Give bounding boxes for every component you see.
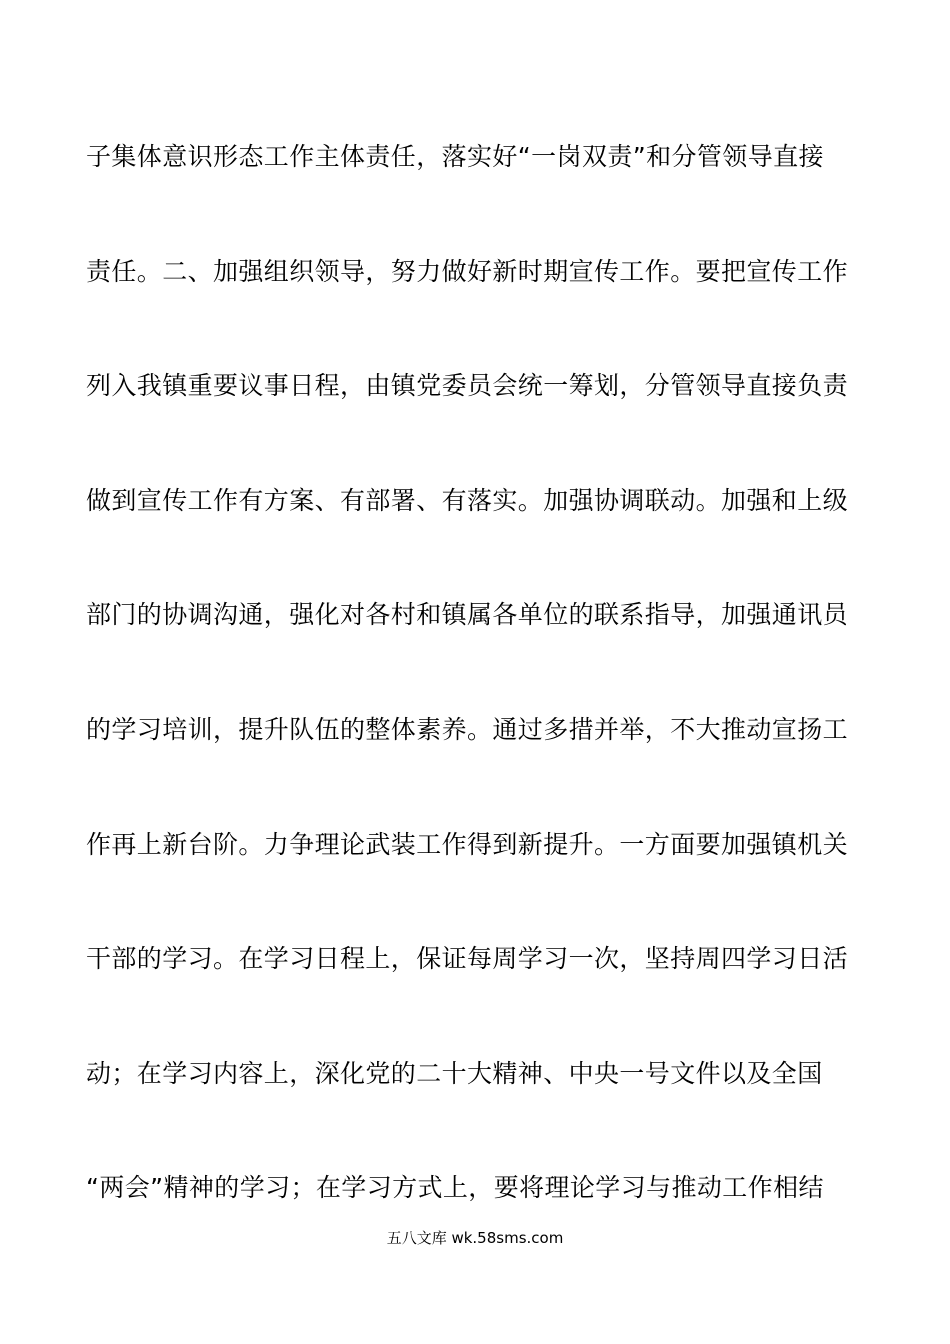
text-line-7: 作再上新台阶。力争理论武装工作得到新提升。一方面要加强镇机关 (86, 829, 849, 859)
text-line-4: 做到宣传工作有方案、有部署、有落实。加强协调联动。加强和上级 (86, 485, 849, 515)
text-line-6: 的学习培训，提升队伍的整体素养。通过多措并举，不大推动宣扬工 (86, 714, 849, 744)
footer-watermark: 五八文库 wk.58sms.com (386, 1229, 564, 1247)
text-line-9: 动；在学习内容上，深化党的二十大精神、中央一号文件以及全国 (86, 1058, 823, 1088)
text-line-1: 子集体意识形态工作主体责任，落实好“一岗双责”和分管领导直接 (86, 142, 824, 171)
text-line-3: 列入我镇重要议事日程，由镇党委员会统一筹划，分管领导直接负责 (86, 371, 849, 401)
body-text (86, 132, 866, 1278)
text-line-8: 干部的学习。在学习日程上，保证每周学习一次，坚持周四学习日活 (86, 944, 849, 974)
text-line-10: “两会”精神的学习；在学习方式上，要将理论学习与推动工作相结 (86, 1173, 824, 1203)
text-line-5: 部门的协调沟通，强化对各村和镇属各单位的联系指导，加强通讯员 (86, 600, 849, 630)
text-line-2: 责任。二、加强组织领导，努力做好新时期宣传工作。要把宣传工作 (86, 256, 849, 286)
